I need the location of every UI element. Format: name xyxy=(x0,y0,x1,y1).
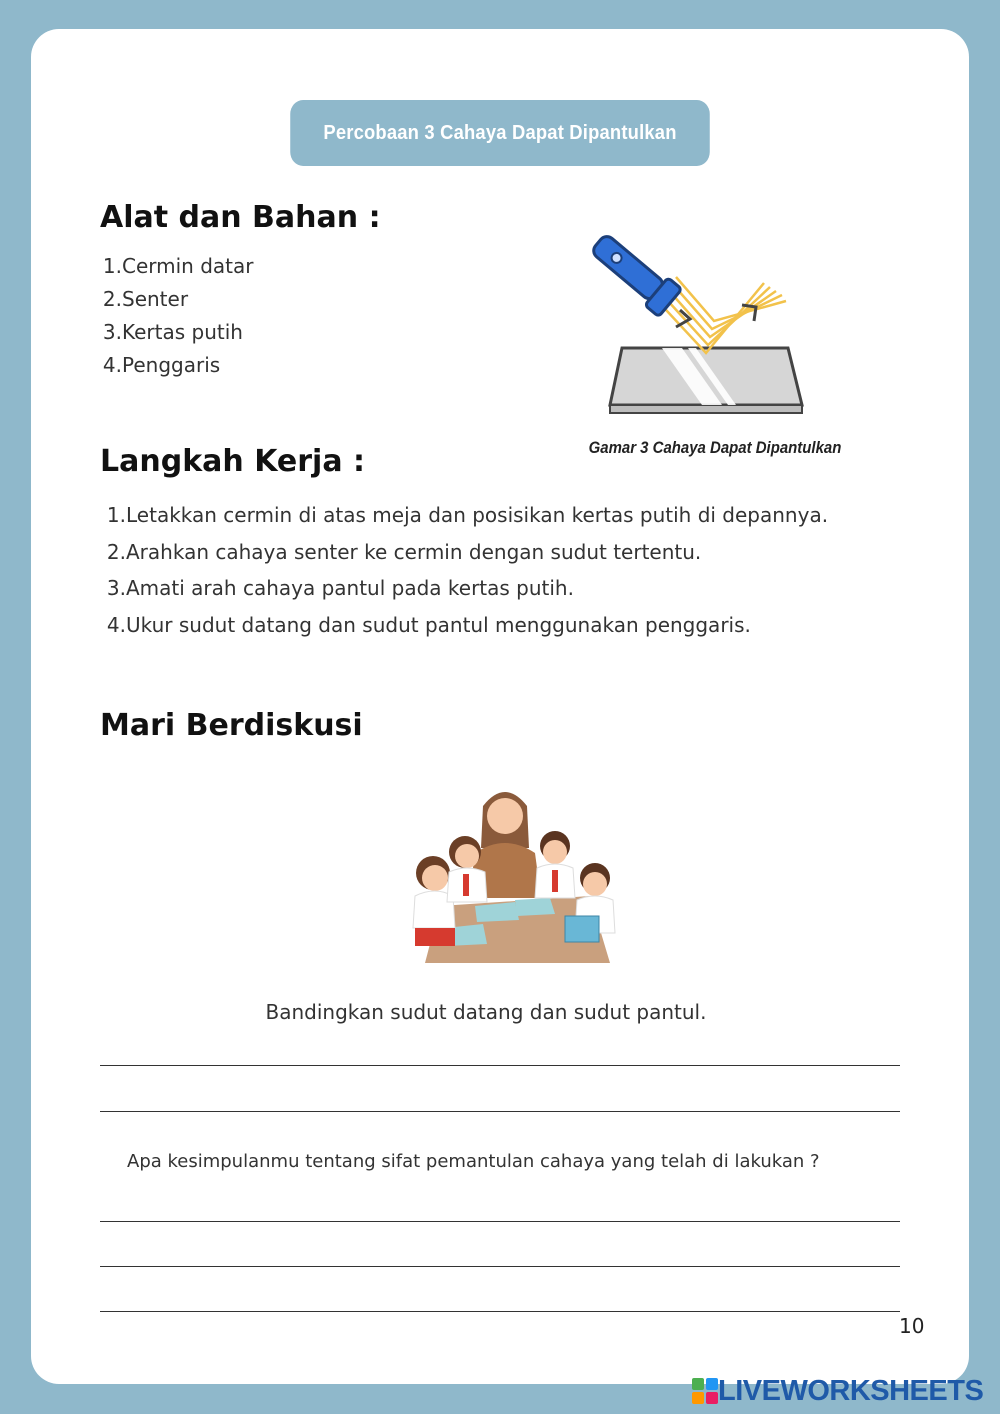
answer-line[interactable] xyxy=(100,1111,900,1112)
item-number: 2. xyxy=(102,287,122,311)
discussion-question-1: Bandingkan sudut datang dan sudut pantul. xyxy=(265,1000,707,1024)
figure-caption: Gamar 3 Cahaya Dapat Dipantulkan xyxy=(588,438,842,457)
list-item xyxy=(100,283,253,316)
answer-line[interactable] xyxy=(100,1221,900,1222)
group-discussion-illustration xyxy=(405,778,625,966)
discussion-heading: Mari Berdiskusi xyxy=(100,708,363,743)
list-item xyxy=(100,349,253,382)
page-number: 10 xyxy=(899,1314,925,1338)
steps-heading: Langkah Kerja : xyxy=(100,444,366,479)
tools-heading: Alat dan Bahan : xyxy=(100,200,381,235)
item-label: Penggaris xyxy=(122,353,221,377)
step-text: Ukur sudut datang dan sudut pantul menggunakan penggaris. xyxy=(126,612,751,637)
list-item xyxy=(100,534,886,571)
step-number: 4. xyxy=(106,612,126,637)
item-number: 4. xyxy=(102,353,122,377)
item-label: Kertas putih xyxy=(122,320,243,344)
step-number: 3. xyxy=(106,576,126,600)
item-label: Cermin datar xyxy=(122,254,254,278)
list-item xyxy=(100,607,886,644)
step-number: 1. xyxy=(106,503,126,527)
step-text: Letakkan cermin di atas meja dan posisikan kertas putih di depannya. xyxy=(126,503,829,527)
experiment-title-banner: Percobaan 3 Cahaya Dapat Dipantulkan xyxy=(290,100,710,166)
item-number: 3. xyxy=(102,320,122,344)
item-label: Senter xyxy=(122,287,189,311)
tools-list xyxy=(100,250,253,382)
answer-line[interactable] xyxy=(100,1266,900,1267)
step-text: Arahkan cahaya senter ke cermin dengan sudut tertentu. xyxy=(126,539,702,564)
step-number: 2. xyxy=(106,539,126,564)
list-item xyxy=(100,316,253,349)
discussion-question-2: Apa kesimpulanmu tentang sifat pemantulan cahaya yang telah di lakukan ? xyxy=(127,1151,820,1172)
liveworksheets-badge-icon xyxy=(692,1378,718,1404)
answer-line[interactable] xyxy=(100,1065,900,1066)
liveworksheets-wordmark: LIVEWORKSHEETS xyxy=(718,1374,984,1407)
step-text: Amati arah cahaya pantul pada kertas putih. xyxy=(126,576,574,600)
item-number: 1. xyxy=(102,254,122,278)
light-reflection-illustration xyxy=(570,215,810,420)
liveworksheets-logo[interactable] xyxy=(692,1373,983,1409)
answer-line[interactable] xyxy=(100,1311,900,1312)
list-item xyxy=(100,250,253,283)
list-item xyxy=(100,497,886,534)
steps-list xyxy=(100,497,886,643)
list-item xyxy=(100,570,886,607)
